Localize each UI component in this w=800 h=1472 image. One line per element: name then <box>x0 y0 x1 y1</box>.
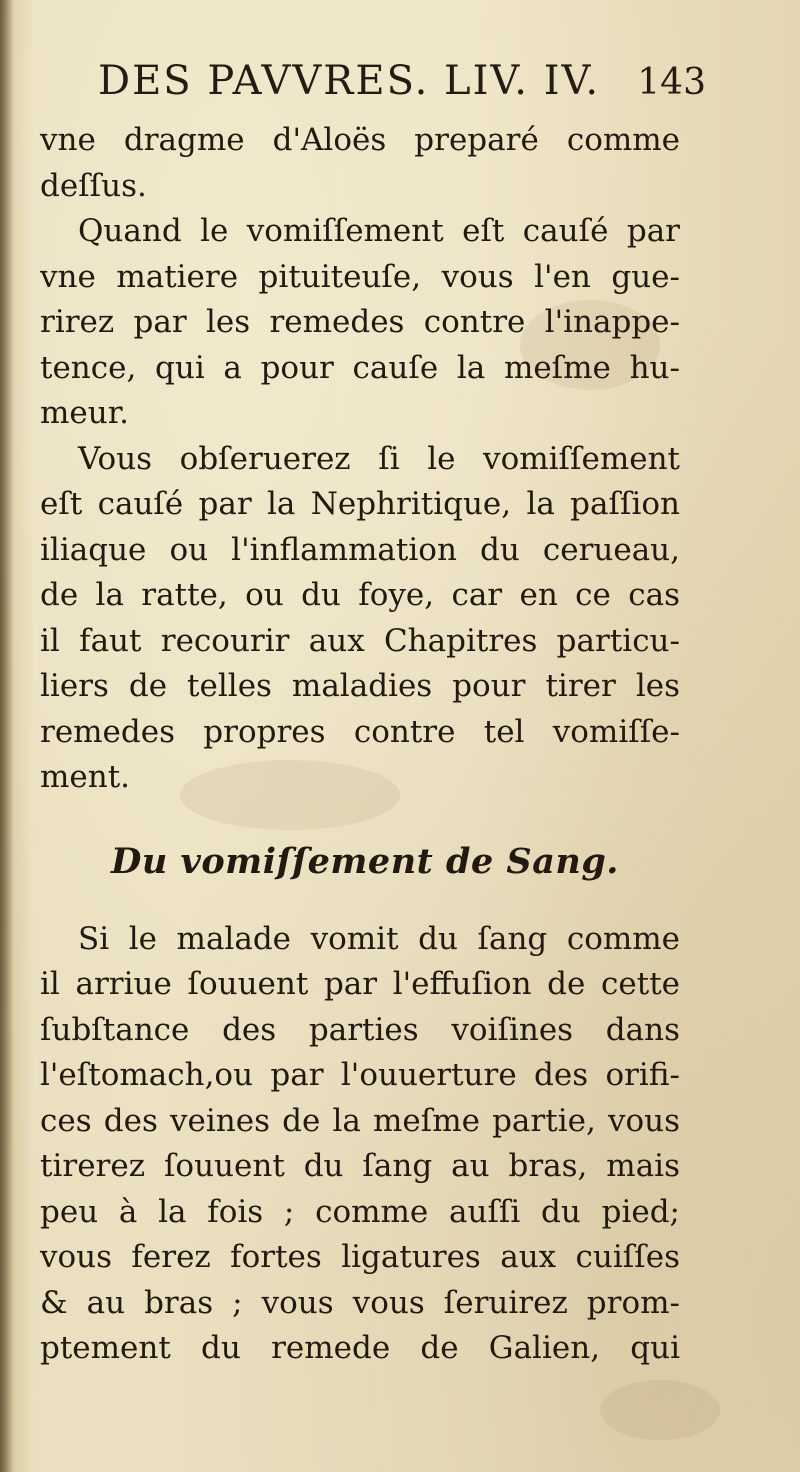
page-header <box>92 58 706 118</box>
text-line: eſt cauſé par la Nephritique, la paſſion <box>40 486 680 522</box>
text-line: vne dragme d'Aloës preparé comme <box>40 122 680 158</box>
paper-stain <box>600 1380 720 1440</box>
text-line: Si le malade vomit du ſang comme <box>78 920 680 957</box>
text-line: ſubſtance des parties voiſines dans <box>40 1011 680 1048</box>
text-line: il faut recourir aux Chapitres particu- <box>40 622 680 659</box>
text-line: vne matiere pituiteuſe, vous l'en gue- <box>40 258 680 295</box>
text-line: Vous obſeruerez ſi le vomiſſement <box>78 440 680 477</box>
text-line: meur. <box>40 395 129 431</box>
text-line: ptement du remede de Galien, qui <box>40 1330 680 1366</box>
text-line: ces des veines de la meſme partie, vous <box>40 1102 680 1139</box>
running-head: DES PAVVRES. LIV. IV. <box>98 58 601 104</box>
spine-shadow <box>0 0 14 1472</box>
spacer <box>40 801 680 839</box>
paragraph-observe <box>40 437 680 801</box>
text-line: deſſus. <box>40 167 147 204</box>
text-line: il arriue ſouuent par l'effuſion de cette <box>40 966 680 1002</box>
text-line: l'eſtomach,ou par l'ouuerture des orifi- <box>40 1057 680 1093</box>
text-line: & au bras ; vous vous ſeruirez prom- <box>40 1284 680 1321</box>
text-line: liers de telles maladies pour tirer les <box>40 668 680 704</box>
spacer <box>40 885 680 917</box>
text-line: remedes propres contre tel vomiſſe- <box>40 713 680 750</box>
paragraph-blood <box>40 917 680 1372</box>
text-line: peu à la fois ; comme auſſi du pied; <box>40 1193 680 1230</box>
text-line: vous ferez fortes ligatures aux cuiſſes <box>40 1239 680 1275</box>
paragraph-pituitous <box>40 209 680 437</box>
text-line: de la ratte, ou du foye, car en ce cas <box>40 577 680 613</box>
section-heading: Du vomiſſement de Sang. <box>111 840 619 882</box>
text-line: Quand le vomiſſement eſt cauſé par <box>78 213 680 249</box>
body-text <box>40 118 680 1372</box>
text-line: iliaque ou l'inflammation du cerueau, <box>40 531 680 568</box>
text-line: tence, qui a pour cauſe la meſme hu- <box>40 349 680 386</box>
page-number: 143 <box>637 62 706 103</box>
paragraph-continuation <box>40 118 680 209</box>
text-line: ment. <box>40 759 131 795</box>
text-line: tirerez ſouuent du ſang au bras, mais <box>40 1148 680 1184</box>
text-line: rirez par les remedes contre l'inappe- <box>40 304 680 340</box>
